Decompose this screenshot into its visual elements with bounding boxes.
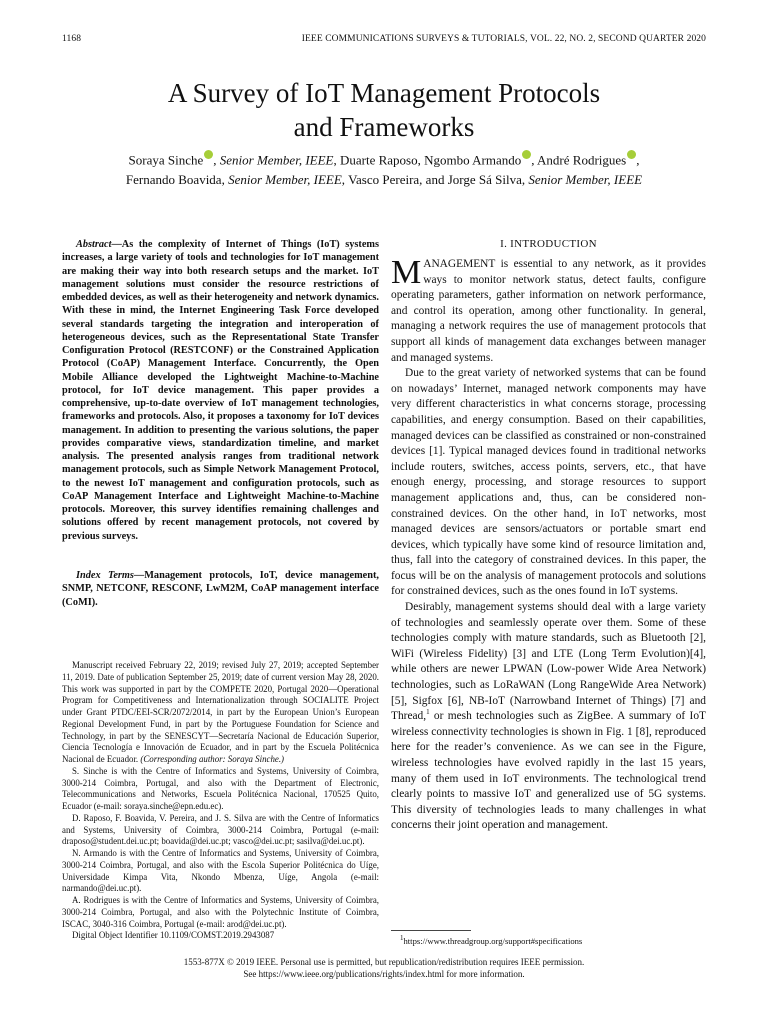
footnote-ref[interactable]: 1 <box>426 708 430 717</box>
author-name: Ngombo Armando <box>424 152 522 168</box>
journal-running-head: IEEE COMMUNICATIONS SURVEYS & TUTORIALS, VOL. 22, NO. 2, SECOND QUARTER 2020 <box>301 34 706 44</box>
footnote-1 <box>400 936 582 946</box>
footnote-rule <box>391 930 471 931</box>
drop-cap: M <box>391 254 422 291</box>
intro-p1-text: ANAGEMENT is essential to any network, as it provides ways to monitor network status, detect faults, configure operating parameters, gather information on network performance, and control its operation, among other functionality. In general, managing a network requires the use of management protocols that support all kinds of management data exchanges between manager and managed systems. <box>391 258 706 364</box>
manuscript-note <box>62 660 379 766</box>
author-role: Senior Member, IEEE <box>228 172 342 188</box>
title-line-2: and Frameworks <box>293 112 475 142</box>
footnote-url[interactable]: https://www.threadgroup.org/support#specifications <box>403 936 583 946</box>
manuscript-text: Manuscript received February 22, 2019; revised July 27, 2019; accepted September 11, 2019. Date of publication September 25, 2019; date of current version May 28, 2020. This work was supported in part by the COMPETE 2020, Portugal 2020—Operational Program for Competitiveness and Internationalization through SOCIALITE Project under Grant PTDC/EEI-SCR/2072/2014, in part by the European Union’s European Regional Development Fund, in part by the Portuguese Foundation for Science and Technology, in part by the SENESCYT—Secretaría Nacional de Educación Superior, Ciencia Tecnología e Innovación de Ecuador, and in part by the Escuela Politécnica Nacional de Ecuador. <box>62 660 379 764</box>
orcid-icon[interactable] <box>204 150 213 159</box>
abstract-text: —As the complexity of Internet of Things (IoT) systems increases, a large variety of tools and technologies for IoT management are making their way into both research setups and the market. IoT management solutions must consider the resource restrictions of embedded devices, as well as their heterogeneity and network dynamics. With these in mind, the Internet Engineering Task Force developed several standards targeting the integration and interoperation of heterogeneous devices, such as the Representational State Transfer Configuration Protocol (RESTCONF) or the Constrained Application Protocol (CoAP) Management Interface. Concurrently, the Open Mobile Alliance developed the Lightweight Machine-to-Machine protocol, for IoT device management. This paper provides a comprehensive, up-to-date overview of IoT management technologies, frameworks and protocols. Also, it proposes a taxonomy for IoT devices management. In addition to presenting the various solutions, the paper provides comparative views, standardization timeline, and market analysis. The presented analysis ranges from traditional network management protocols, such as Simple Network Management Protocol, to the newest IoT management and configuration protocols, such as CoAP Management Interface and Lightweight Machine-to-Machine protocols. Moreover, this survey identifies remaining challenges and solutions offered by recent management protocols, not covered by previous surveys. <box>62 239 379 542</box>
copyright-line-2[interactable]: See https://www.ieee.org/publications/rights/index.html for more information. <box>243 968 525 979</box>
title-line-1: A Survey of IoT Management Protocols <box>167 78 601 108</box>
orcid-icon[interactable] <box>522 150 531 159</box>
copyright-text: 2019 IEEE. Personal use is permitted, but republication/redistribution requires IEEE permission. <box>236 957 585 967</box>
author-name: Jorge Sá Silva <box>447 172 522 188</box>
intro-p3-text-b: or mesh technologies such as ZigBee. A summary of IoT wireless connectivity technologies is shown in Fig. 1 [8], reproduced here for the reader’s convenience. As we can see in the Figure, wireless technologies have evolved rapidly in the last 15 years, many of them used in IoT environments. The technological trend clearly points to massive IoT and generalized use of 5G systems. This diversity of technologies leads to many challenges in what concerns their joint operation and management. <box>391 710 706 832</box>
author-role: Senior Member, IEEE <box>528 172 643 188</box>
issn: 1553-877X <box>183 957 225 967</box>
page-number: 1168 <box>62 34 82 44</box>
intro-paragraph-3 <box>391 600 706 834</box>
footnote-mark: 1 <box>400 934 404 943</box>
index-terms <box>62 569 379 609</box>
index-terms-text: —Management protocols, IoT, device management, SNMP, NETCONF, RESCONF, LwM2M, CoAP management interface (CoMI). <box>62 570 379 608</box>
intro-paragraph-2: Due to the great variety of networked systems that can be found on nowadays’ Internet, managed network components may have very different characteristics in what concerns storage, processing capabilities, and energy consumption. Based on their capabilities, managed devices can be classified as constrained or non-constrained devices [1]. Typical managed devices found in traditional networks include routers, switches, access points, servers, etc., that have enough energy, processing, and storage resources to support management applications and, thus, can be considered non-constrained devices. On the other hand, in IoT networks, most managed devices are sensors/actuators or portable smart end devices, which typically have some kind of resource limitation and, thus, fall into the category of constrained devices. In this paper, the focus will be on the analysis of management protocols and solutions for constrained devices, such as the ones found in IoT systems. <box>391 367 706 598</box>
paper-title <box>0 76 768 144</box>
doi-line: Digital Object Identifier 10.1109/COMST.2019.2943087 <box>72 930 275 941</box>
author-list <box>0 150 768 190</box>
corresponding-author: (Corresponding author: Soraya Sinche.) <box>140 754 285 764</box>
affiliation-rodrigues: A. Rodrigues is with the Centre of Informatics and Systems, University of Coimbra, 3000-214 Coimbra, Portugal, and also with the Polytechnic Institute of Coimbra, ISCAC, 3040-316 Coimbra, Portugal (e-mail: arod@dei.uc.pt). <box>62 895 379 929</box>
affiliation-armando: N. Armando is with the Centre of Informatics and Systems, University of Coimbra, 3000-214 Coimbra, Portugal, and also with the Escola Superior Politécnica do Uíge, Universidade Kimpa Vita, Nkondo Mbenza, Uíge, Angola (e-mail: narmando@dei.uc.pt). <box>62 848 379 894</box>
intro-paragraph-1 <box>391 254 706 366</box>
author-line-2: Fernando Boavida, Senior Member, IEEE, Vasco Pereira, and Jorge Sá Silva, Senior Member, IEEE <box>125 172 643 188</box>
orcid-icon[interactable] <box>627 150 636 159</box>
abstract <box>62 238 379 543</box>
intro-p3-text-a: Desirably, management systems should deal with a large variety of technologies and seamlessly operate over them. Some of these technologies comply with mature standards, such as Bluetooth [2], WiFi (Wireless Fidelity) [3] and LTE (Long Term Evolution)[4], while others are newer LPWAN (Low-power Wide Area Network) technologies, such as LoRaWAN (Long RangeWide Area Network) [5], Sigfox [6], NB-IoT (Narrowband Internet of Things) [7] and Thread, <box>391 601 706 723</box>
conjunction: and <box>425 172 445 188</box>
copyright-line-1 <box>0 957 768 969</box>
introduction-body <box>391 254 706 834</box>
section-heading: I. INTRODUCTION <box>500 238 597 250</box>
affiliation-raposo: D. Raposo, F. Boavida, V. Pereira, and J. S. Silva are with the Centre of Informatics and Systems, University of Coimbra, 3000-214 Coimbra, Portugal (e-mail: draposo@student.dei.uc.pt; boavida@dei.uc.pt; vasco@dei.uc.pt; sasilva@dei.uc.pt). <box>62 812 379 847</box>
author-name: Vasco Pereira <box>348 172 420 188</box>
abstract-label: Abstract <box>76 239 112 250</box>
copyright-notice <box>0 957 768 980</box>
author-role: Senior Member, IEEE <box>219 152 334 168</box>
author-name: Fernando Boavida <box>125 172 222 188</box>
author-name: Duarte Raposo <box>339 152 418 168</box>
affiliation-sinche: S. Sinche is with the Centre of Informatics and Systems, University of Coimbra, 3000-214 Coimbra, Portugal, and also with the Department of Electronic, Telecommunications and Networks, Escuela Politécnica Nacional, 170525 Quito, Ecuador (e-mail: soraya.sinche@epn.edu.ec). <box>62 765 379 811</box>
copyright-symbol: © <box>226 957 234 967</box>
index-terms-label: Index Terms <box>76 570 134 581</box>
author-name: André Rodrigues <box>537 152 627 168</box>
author-name: Soraya Sinche <box>128 152 204 168</box>
author-line-1: Soraya Sinche , Senior Member, IEEE, Duarte Raposo, Ngombo Armando , André Rodrigues , <box>0 150 768 170</box>
affiliation-footnotes <box>62 660 379 942</box>
